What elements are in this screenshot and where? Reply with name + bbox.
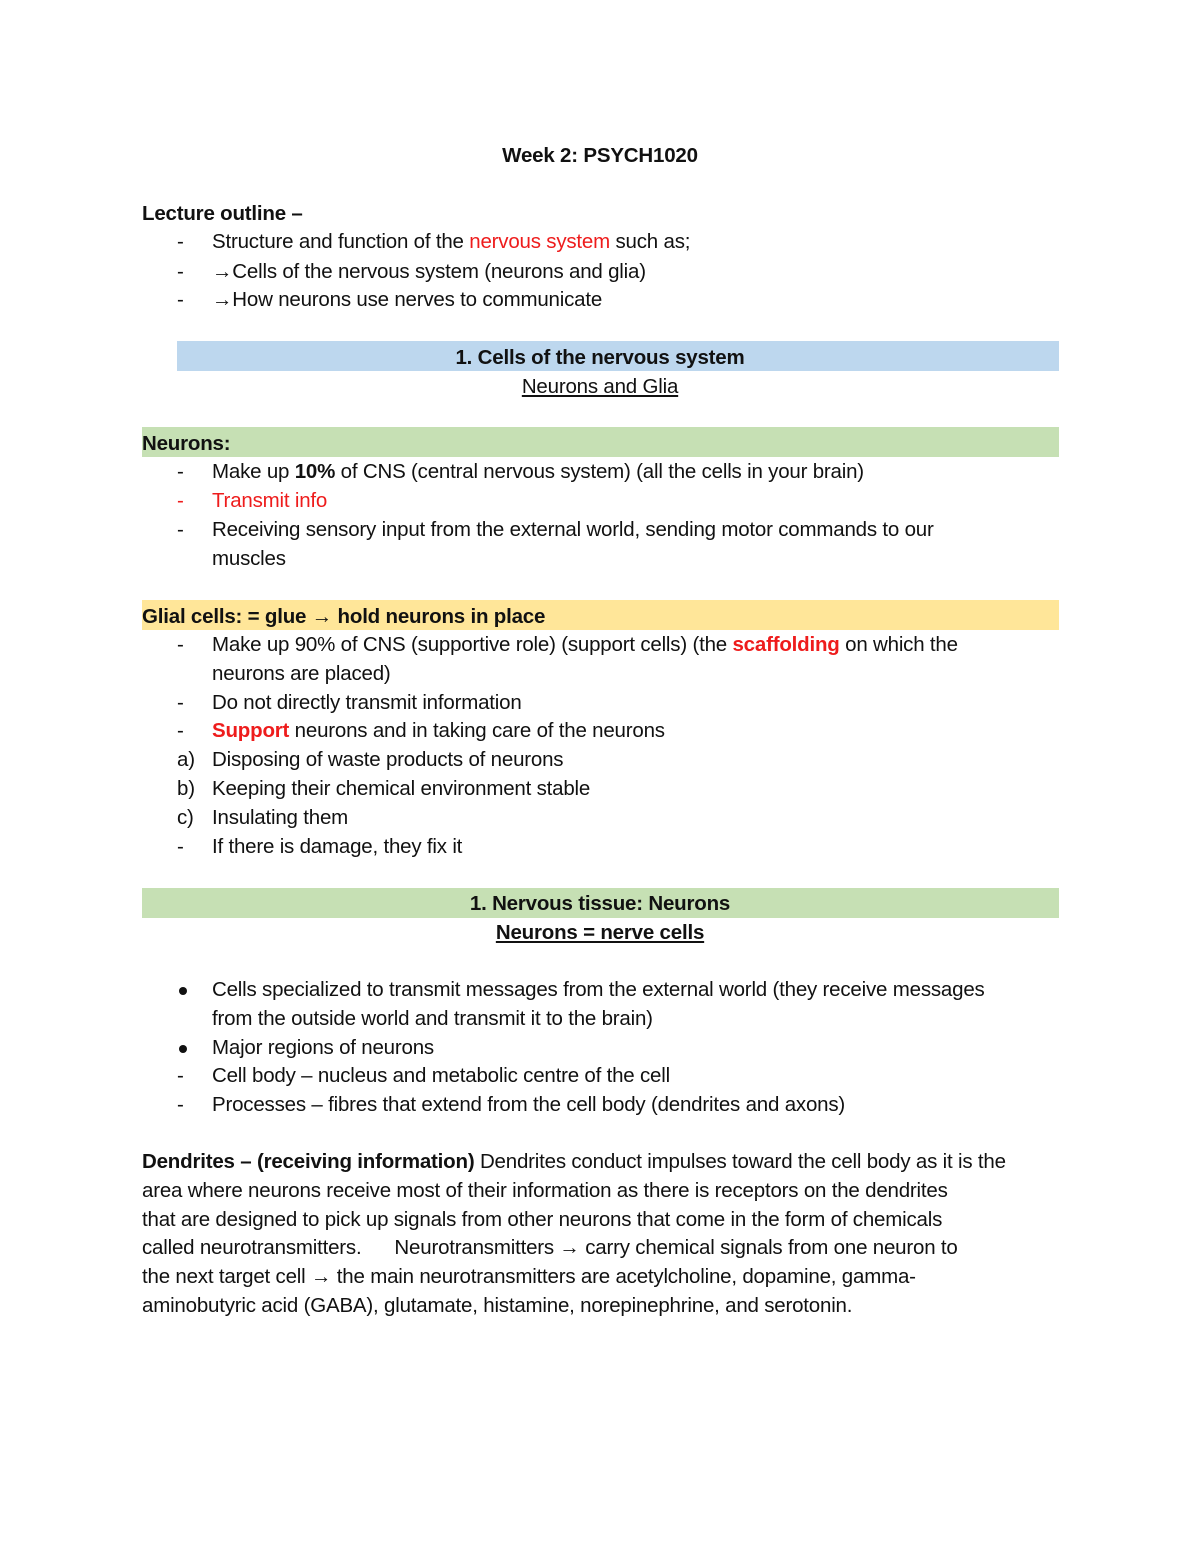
list-letter: a) [177, 748, 195, 771]
outline-item-3: →How neurons use nerves to communicate [212, 288, 603, 311]
neurons-item-1: Make up 10% of CNS (central nervous system) (all the cells in your brain) [212, 460, 864, 483]
glial-item-1-cont: neurons are placed) [212, 662, 391, 685]
dash-marker: - [177, 518, 184, 541]
outline-heading: Lecture outline – [142, 202, 303, 225]
glial-item-2: Do not directly transmit information [212, 691, 522, 714]
dash-marker: - [177, 260, 184, 283]
dash-marker: - [177, 1093, 184, 1116]
section2-bullet-2: Major regions of neurons [212, 1036, 434, 1059]
dendrites-line-2: area where neurons receive most of their information as there is receptors on the dendrites [142, 1179, 948, 1202]
dash-marker: - [177, 835, 184, 858]
neurons-item-3: Receiving sensory input from the external world, sending motor commands to our [212, 518, 934, 541]
glial-lettered-item: Keeping their chemical environment stable [212, 777, 591, 800]
page-title: Week 2: PSYCH1020 [502, 144, 698, 167]
section2-heading: 1. Nervous tissue: Neurons [469, 892, 731, 915]
dash-marker: - [177, 460, 184, 483]
bullet-dot-icon [177, 976, 187, 1004]
section2-dash-1: Cell body – nucleus and metabolic centre of the cell [212, 1064, 670, 1087]
neurons-heading: Neurons: [142, 432, 231, 455]
dash-marker: - [177, 691, 184, 714]
list-letter: c) [177, 806, 194, 829]
dendrites-line-6: aminobutyric acid (GABA), glutamate, histamine, norepinephrine, and serotonin. [142, 1294, 853, 1317]
section2-subheading: Neurons = nerve cells [495, 921, 705, 944]
neurons-item-3-cont: muscles [212, 547, 286, 570]
glial-item-1: Make up 90% of CNS (supportive role) (support cells) (the scaffolding on which the [212, 633, 958, 656]
neurons-item-2: Transmit info [212, 489, 328, 512]
section1-heading: 1. Cells of the nervous system [455, 346, 745, 369]
dash-marker: - [177, 1064, 184, 1087]
section2-dash-2: Processes – fibres that extend from the cell body (dendrites and axons) [212, 1093, 846, 1116]
dendrites-line-5: the next target cell → the main neurotransmitters are acetylcholine, dopamine, gamma- [142, 1265, 916, 1288]
dendrites-line-3: that are designed to pick up signals from other neurons that come in the form of chemicals [142, 1208, 943, 1231]
dendrites-line-4: called neurotransmitters. Neurotransmitters → carry chemical signals from one neuron to [142, 1236, 958, 1259]
dash-marker: - [177, 489, 184, 512]
glial-item-3: Support neurons and in taking care of the neurons [212, 719, 665, 742]
glial-item-4: If there is damage, they fix it [212, 835, 463, 858]
glial-lettered-item: Insulating them [212, 806, 349, 829]
section1-subheading: Neurons and Glia [521, 375, 679, 398]
dash-marker: - [177, 719, 184, 742]
glial-lettered-item: Disposing of waste products of neurons [212, 748, 564, 771]
section2-bullet-1: Cells specialized to transmit messages from the external world (they receive messages [212, 978, 985, 1001]
neurons-band [142, 427, 1059, 457]
bullet-dot-icon [177, 1034, 187, 1062]
dash-marker: - [177, 230, 184, 253]
list-letter: b) [177, 777, 195, 800]
dash-marker: - [177, 633, 184, 656]
glial-heading: Glial cells: = glue → hold neurons in place [142, 605, 546, 628]
dendrites-line-1: Dendrites – (receiving information) Dendrites conduct impulses toward the cell body as it is the [142, 1150, 1006, 1173]
section2-bullet-1-cont: from the outside world and transmit it to the brain) [212, 1007, 653, 1030]
outline-item-1: Structure and function of the nervous system such as; [212, 230, 691, 253]
dash-marker: - [177, 288, 184, 311]
outline-item-2: →Cells of the nervous system (neurons and glia) [212, 260, 646, 283]
